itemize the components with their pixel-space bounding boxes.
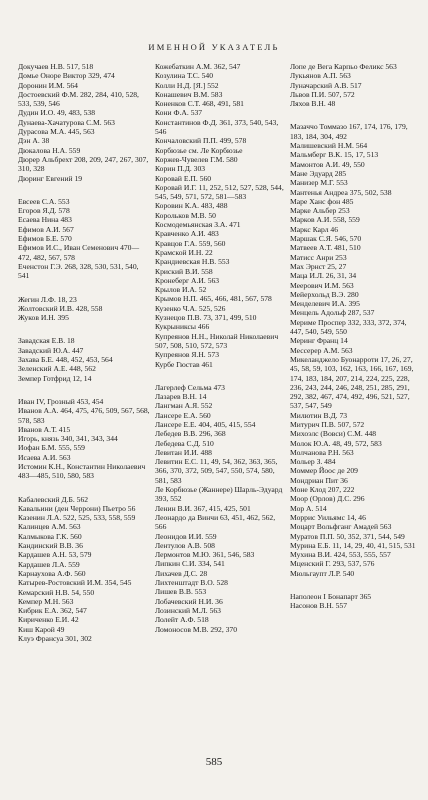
letter-group-gap [18,183,150,197]
index-entry: Игорь, князь 340, 341, 343, 344 [18,434,118,444]
index-entry: Моор (Орлов) Д.С. 296 [290,494,365,504]
index-entry: Иван IV, Грозный 453, 454 [18,396,104,406]
index-entry: Ефимов И.С., Иван Семенович 470—472, 482, 567, 578 [18,243,140,262]
index-entry: Мурина Е.Б. 11, 14, 29, 40, 41, 515, 531 [290,540,416,550]
letter-group-gap [290,108,420,122]
index-entry: Меерович И.М. 563 [290,280,354,290]
page-header: ИМЕННОЙ УКАЗАТЕЛЬ [148,42,280,52]
index-entry: Мухина В.И. 424, 553, 555, 557 [290,550,391,560]
index-entry: Коровай Е.П. 560 [155,173,212,183]
index-entry: Дунаева-Хачатурова С.М. 563 [18,117,115,127]
index-entry: Лангман А.Я. 552 [155,401,213,411]
index-entry: Катырев-Ростовский И.М. 354, 545 [18,578,132,588]
index-entry: Лентулов А.В. 508 [155,540,215,550]
index-entry: Лишев В.В. 553 [155,587,207,597]
index-entry: Лозинский М.Л. 563 [155,605,221,615]
index-entry: Евсеев С.А. 553 [18,196,70,206]
index-column-2 [155,62,287,634]
index-entry: Коровин К.А. 483, 488 [155,201,228,211]
index-entry: Ляхов В.Н. 48 [290,99,336,109]
letter-group-gap [18,481,150,495]
index-entry: Лихачев Д.С. 28 [155,568,208,578]
index-entry: Лебедева С.Д. 510 [155,438,214,448]
index-entry: Микеланджело Буонарроти 17, 26, 27, 45, 58, 59, 103, 162, 163, 166, 167, 169, 174, 183, 184, 207, 214, 224, 225, 228, 236, 243, 244, 246, 248, 251, 285, 291, 292, 382, 467, 474, 492, 496, 521, 527, 537, 547, 549 [290,354,414,411]
index-entry: Леонардо да Винчи 63, 451, 462, 562, 566 [155,512,276,532]
index-entry: Мольер З. 484 [290,457,336,467]
index-entry: Кузнецов П.В. 73, 371, 499, 510 [155,313,257,323]
index-entry: Лансере Е.Е. 404, 405, 415, 554 [155,419,256,429]
page-number: 585 [205,756,223,768]
index-entry: Еченстон Г.Э. 268, 328, 530, 531, 540, 541 [18,261,139,281]
letter-group-gap [18,281,150,295]
index-entry: Иванов А.Т. 415 [18,424,71,434]
index-entry: Дудин И.О. 49, 483, 538 [18,108,96,118]
index-entry: Моммер Йоос де 209 [290,466,358,476]
index-entry: Корольков М.В. 50 [155,210,216,220]
index-entry: Клуэ Франсуа 301, 302 [18,634,92,644]
index-entry: Земпер Готфрид 12, 14 [18,373,92,383]
index-entry: Мантенья Андреа 375, 502, 538 [290,187,392,197]
index-entry: Лихтенштадт В.О. 528 [155,578,228,588]
index-entry: Молок Ю.А. 48, 49, 572, 583 [290,438,382,448]
index-entry: Исаева А.И. 563 [18,452,71,462]
index-entry: Крымов Н.П. 465, 466, 481, 567, 578 [155,294,272,304]
index-entry: Конашевич В.М. 583 [155,89,223,99]
index-entry: Кукрыниксы 466 [155,322,210,332]
index-entry: Жолтовский И.В. 428, 558 [18,303,103,313]
index-entry: Менцель Адольф 287, 537 [290,308,375,318]
index-entry: Иванов А.А. 464, 475, 476, 509, 567, 568, 578, 583 [18,406,150,425]
index-entry: Дюкалова Н.А. 559 [18,145,81,155]
index-entry: Достоевский Ф.М. 282, 284, 410, 528, 533, 539, 546 [18,89,139,109]
index-entry: Истомин К.Н., Константин Николаевич 483—485, 510, 580, 583 [18,461,146,481]
index-entry: Иофан Б.М. 555, 559 [18,443,85,453]
index-entry: Колли Н.Д. [Я.] 552 [155,80,219,90]
index-entry: Купреянов Н.Н., Николай Николаевич 507, 508, 510, 572, 573 [155,331,279,350]
index-entry: Дэн А. 38 [18,136,50,146]
index-entry: Мор А. 514 [290,503,327,513]
index-entry: Калинцев А.М. 563 [18,522,81,532]
index-entry: Манизер М.Г. 553 [290,178,348,188]
letter-group-gap [18,322,150,336]
index-entry: Дюринг Евгений 19 [18,173,83,183]
index-entry: Милютин В.Д. 73 [290,410,348,420]
index-entry: Кардашев Л.А. 559 [18,559,80,569]
index-entry: Кардашев А.Н. 53, 579 [18,550,92,560]
index-entry: Мондриан Пит 36 [290,475,348,485]
index-entry: Кемпер М.Н. 563 [18,596,74,606]
index-entry: Кириченко Е.И. 42 [18,615,79,625]
index-entry: Маршак С.Я. 546, 570 [290,234,362,244]
index-entry: Кронеберг А.И. 563 [155,275,220,285]
index-entry: Кавальини (ден Черрони) Пьетро 56 [18,503,136,513]
index-entry: Моррис Уильямс 14, 46 [290,512,366,522]
index-entry: Жегин Л.Ф. 18, 23 [18,294,77,304]
index-entry: Менделевич И.А. 395 [290,299,360,309]
index-entry: Лопе де Вега Карпьо Феликс 563 [290,62,397,71]
index-entry: Кончаловский П.П. 499, 578 [155,136,247,146]
index-entry: Леонидов И.И. 559 [155,531,217,541]
index-entry: Мюльгаупт Л.Р. 540 [290,568,355,578]
index-entry: Зеленский А.Е. 448, 562 [18,364,96,374]
index-entry: Ломоносов М.В. 292, 370 [155,624,238,634]
index-entry: Марков А.И. 558, 559 [290,215,360,225]
index-entry: Лобачевский Н.И. 36 [155,596,223,606]
index-entry: Маре Ханс фон 485 [290,196,354,206]
letter-group-gap [18,383,150,397]
index-entry: Кравченко А.И. 483 [155,229,219,239]
index-entry: Лазарев В.Н. 14 [155,392,207,402]
index-entry: Матисс Анри 253 [290,252,347,262]
index-entry: Лансере Е.А. 560 [155,410,211,420]
index-entry: Липкин С.И. 334, 541 [155,559,225,569]
index-entry: Кибрик Е.А. 362, 547 [18,606,87,616]
index-entry: Корбюзье см. Ле Корбюзье [155,145,243,155]
index-entry: Мейерхольд В.Э. 280 [290,289,359,299]
index-entry: Захава Б.Е. 448, 452, 453, 564 [18,355,113,365]
index-entry: Коненков С.Т. 468, 491, 581 [155,99,244,109]
index-entry: Лебедев В.В. 296, 368 [155,429,226,439]
index-entry: Казенин Л.А. 522, 525, 533, 558, 559 [18,513,136,523]
index-entry: Завадская Е.В. 18 [18,336,75,346]
index-entry: Лагерлеф Сельма 473 [155,382,225,392]
index-entry: Кемарский Н.В. 54, 550 [18,587,95,597]
index-entry: Завадский Ю.А. 447 [18,345,84,355]
index-entry: Львов П.И. 507, 572 [290,89,355,99]
index-entry: Лолейт А.Ф. 518 [155,615,209,625]
index-entry: Малишевский Н.М. 564 [290,141,368,151]
index-entry: Матвеев А.Т. 481, 510 [290,243,361,253]
index-entry: Лукьянов А.П. 563 [290,71,351,81]
index-entry: Луначарский А.В. 517 [290,80,362,90]
index-entry: Мазаччо Томмазо 167, 174, 176, 179, 183, 184, 304, 492 [290,122,408,141]
index-entry: Моне Клод 207, 222 [290,485,355,495]
letter-group-gap [155,369,287,383]
index-entry: Коровай И.Г. 11, 252, 512, 527, 528, 544, 545, 549, 571, 572, 581—583 [155,182,284,202]
index-entry: Карнаухова А.Ф. 560 [18,568,86,578]
index-entry: Криский В.И. 558 [155,266,213,276]
index-entry: Мессерер А.М. 563 [290,345,353,355]
index-column-3 [290,62,420,611]
index-entry: Мамонтов А.И. 49, 550 [290,159,365,169]
index-entry: Дюрер Альбрехт 208, 209, 247, 267, 307, 310, 328 [18,154,149,174]
index-entry: Киш Карой 49 [18,624,65,634]
index-entry: Доронин И.М. 564 [18,80,78,90]
letter-group-gap [290,578,420,592]
index-entry: Молчанова Р.Н. 563 [290,447,354,457]
index-entry: Константинов Ф.Д. 361, 373, 540, 543, 546 [155,117,279,137]
index-entry: Мане Эдуард 285 [290,168,347,178]
index-entry: Докучаев Н.В. 517, 518 [18,62,94,71]
index-entry: Кузенко Ч.А. 525, 526 [155,303,226,313]
index-entry: Калмыкова Г.К. 560 [18,531,82,541]
index-entry: Лермонтов М.Ю. 361, 546, 583 [155,550,255,560]
index-entry: Ле Корбюзье (Жаннере) Шарль-Эдуард 393, 552 [155,485,283,504]
index-entry: Ефимов Б.Е. 570 [18,234,72,244]
index-entry: Моцарт Вольфганг Амадей 563 [290,522,392,532]
index-entry: Митурич П.В. 507, 572 [290,419,365,429]
index-entry: Дурасова М.А. 445, 563 [18,127,95,137]
index-entry: Левитин Е.С. 11, 49, 54, 362, 363, 365, 366, 370, 372, 509, 547, 550, 574, 580, 581, 583 [155,457,278,485]
index-entry: Мериме Проспер 332, 333, 372, 374, 447, 540, 549, 550 [290,317,407,337]
index-entry: Левитан И.И. 488 [155,447,212,457]
index-entry: Михоэлс (Вовси) С.М. 448 [290,429,377,439]
index-entry: Марке Альбер 253 [290,206,350,216]
index-entry: Курбе Гюстав 461 [155,359,213,369]
index-entry: Купреянов Я.Н. 573 [155,350,219,360]
index-entry: Домье Оноре Виктор 329, 474 [18,71,115,81]
index-entry: Кони Ф.А. 537 [155,108,203,118]
index-entry: Егоров Я.Д. 578 [18,206,70,216]
index-entry: Крамской И.Н. 22 [155,247,213,257]
index-entry: Маца И.Л. 26, 31, 34 [290,271,357,281]
index-column-1 [18,62,150,643]
index-entry: Мальмберг В.К. 15, 17, 513 [290,150,379,160]
index-entry: Муратов П.П. 50, 352, 371, 544, 549 [290,531,405,541]
index-entry: Крандиевская Н.В. 553 [155,257,230,267]
index-entry: Космодемьянская З.А. 471 [155,220,241,230]
index-entry: Маркс Карл 46 [290,224,339,234]
index-entry: Кабалевский Д.Б. 562 [18,494,89,504]
index-entry: Ленин В.И. 367, 415, 425, 501 [155,503,251,513]
index-entry: Кравцов Г.А. 559, 560 [155,238,226,248]
index-entry: Есаева Нина 483 [18,215,72,225]
index-entry: Жуков И.Н. 395 [18,313,69,323]
index-entry: Наполеон I Бонапарт 365 [290,592,372,602]
index-entry: Мах Эрнст 25, 27 [290,261,347,271]
index-entry: Кожебаткин А.М. 362, 547 [155,62,241,71]
index-entry: Козулина Т.С. 540 [155,71,214,81]
index-entry: Коржев-Чувелев Г.М. 580 [155,154,238,164]
index-entry: Меринг Франц 14 [290,336,348,346]
index-entry: Насонов В.Н. 557 [290,601,348,611]
index-entry: Крылов И.А. 52 [155,285,207,295]
index-entry: Корин П.Д. 303 [155,164,206,174]
index-entry: Ефимов А.И. 567 [18,224,74,234]
index-entry: Кандинский В.В. 36 [18,541,83,551]
index-entry: Мценский Г. 293, 537, 576 [290,559,375,569]
